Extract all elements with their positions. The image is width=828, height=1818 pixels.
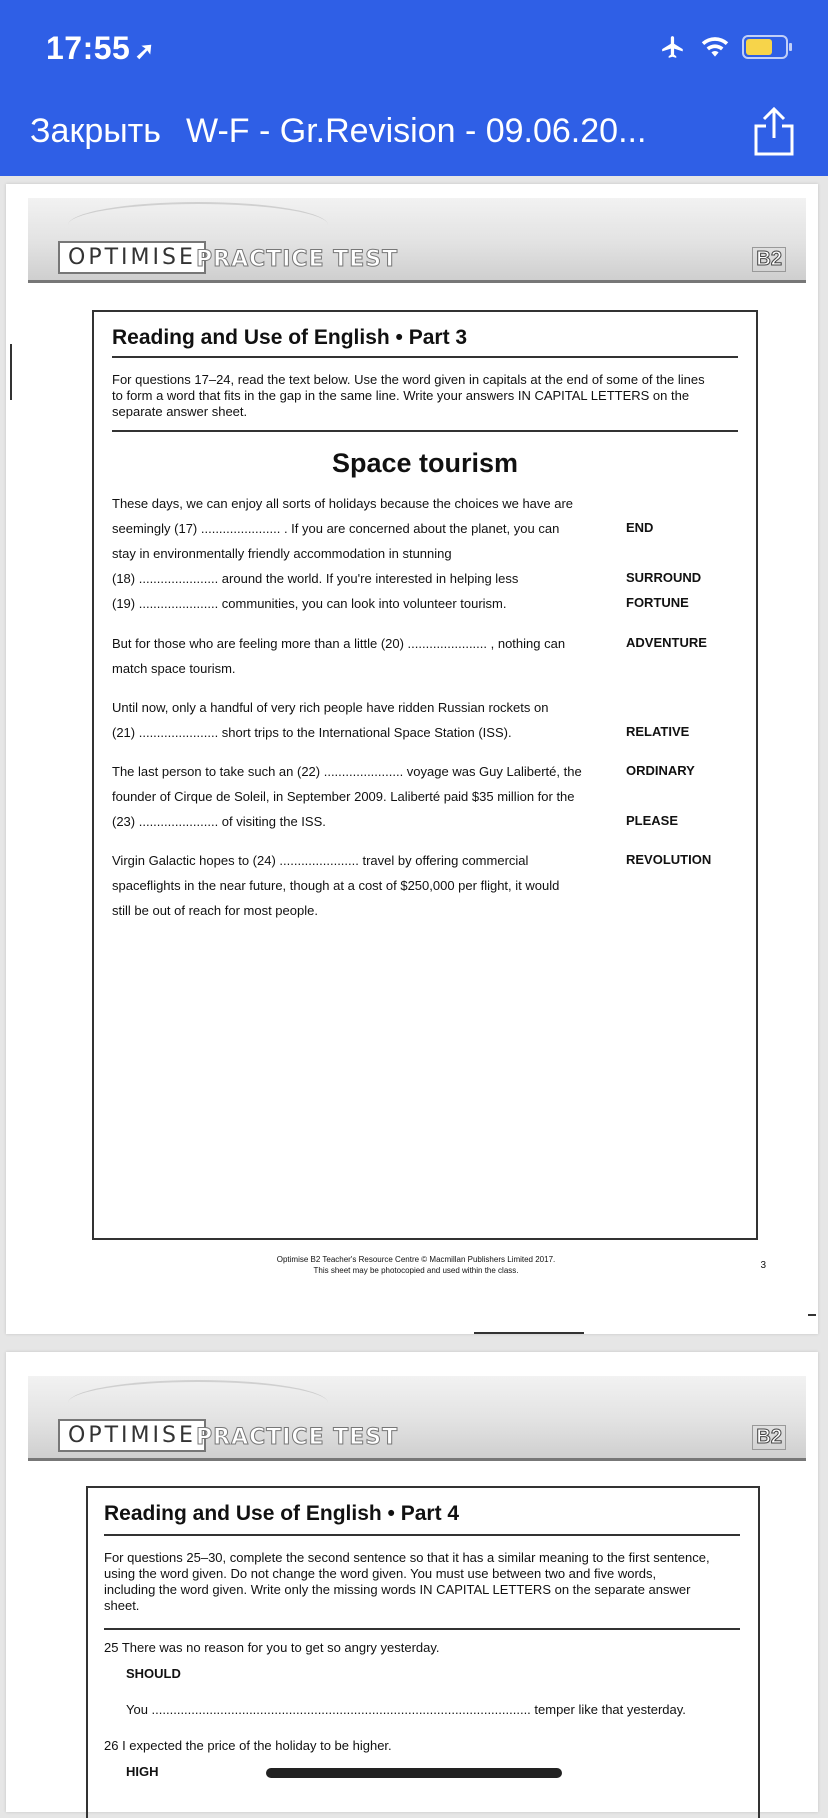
question-25: 25 There was no reason for you to get so angry yesterday.	[104, 1640, 440, 1655]
home-indicator[interactable]	[266, 1768, 562, 1778]
section-title: Reading and Use of English • Part 3	[112, 326, 468, 349]
instructions: For questions 17–24, read the text below. Use the word given in capitals at the end of some of the lines to form a word that fits in the gap in the same line. Write your answers IN CAPITAL LETTERS on the separate answer sheet.	[112, 372, 705, 419]
exercise-box	[92, 310, 758, 1240]
document-page-1	[6, 184, 818, 1334]
story-title: Space tourism	[331, 448, 519, 478]
practice-test-label: PRACTICE TEST	[196, 247, 399, 272]
section-title: Reading and Use of English • Part 4	[104, 1502, 460, 1525]
instructions: For questions 25–30, complete the second sentence so that it has a similar meaning to the first sentence, using the word given. Do not change the word given. You must use between two and five words, including the word given. Write only the missing words IN CAPITAL LETTERS on the separate answer sheet.	[104, 1550, 710, 1613]
text-line: (21) ...................... short trips to the International Space Station (ISS).	[112, 725, 512, 740]
location-arrow-icon: ➚	[134, 38, 155, 65]
question-25-keyword: SHOULD	[126, 1666, 181, 1681]
text-line: spaceflights in the near future, though at a cost of $250,000 per flight, it would	[112, 878, 560, 893]
document-page-2	[6, 1352, 818, 1812]
level-badge: B2	[752, 247, 786, 272]
battery-icon	[742, 35, 788, 59]
text-line: The last person to take such an (22) ...................... voyage was Guy Laliberté, the	[112, 764, 582, 779]
keyword-revolution: REVOLUTION	[626, 852, 712, 867]
share-icon[interactable]	[750, 106, 798, 158]
keyword-end: END	[626, 520, 654, 535]
page-header	[28, 198, 806, 283]
wifi-icon	[700, 35, 730, 59]
text-line: (18) ...................... around the world. If you're interested in helping less	[112, 571, 519, 586]
keyword-relative: RELATIVE	[626, 724, 690, 739]
status-time: 17:55 ➚	[46, 30, 155, 66]
level-badge: B2	[752, 1425, 786, 1450]
question-26: 26 I expected the price of the holiday to be higher.	[104, 1738, 392, 1753]
top-bar	[0, 0, 828, 176]
keyword-surround: SURROUND	[626, 570, 702, 585]
keyword-ordinary: ORDINARY	[626, 763, 695, 778]
text-line: still be out of reach for most people.	[112, 903, 318, 918]
text-line: Until now, only a handful of very rich people have ridden Russian rockets on	[112, 700, 549, 715]
status-icons	[658, 34, 788, 60]
text-line: (19) ...................... communities, you can look into volunteer tourism.	[112, 596, 507, 611]
text-line: Virgin Galactic hopes to (24) ...................... travel by offering commercial	[112, 853, 529, 868]
close-button[interactable]: Закрыть	[30, 112, 161, 150]
text-line: stay in environmentally friendly accommodation in stunning	[112, 546, 452, 561]
practice-test-label: PRACTICE TEST	[196, 1425, 399, 1450]
text-line: (23) ...................... of visiting the ISS.	[112, 814, 326, 829]
question-26-keyword: HIGH	[126, 1764, 159, 1779]
document-title: W-F - Gr.Revision - 09.06.20...	[186, 112, 647, 150]
question-25-answer-line: You ......................................................................................................... temper like that yesterday.	[126, 1702, 686, 1717]
text-line: match space tourism.	[112, 661, 236, 676]
brand-label: OPTIMISE	[58, 1419, 206, 1452]
page-footer: Optimise B2 Teacher's Resource Centre © Macmillan Publishers Limited 2017. This sheet may be photocopied and used within the class.	[276, 1255, 556, 1275]
page-header	[28, 1376, 806, 1461]
text-line: These days, we can enjoy all sorts of holidays because the choices we have are	[112, 496, 574, 511]
page-number: 3	[760, 1260, 766, 1271]
text-line: founder of Cirque de Soleil, in September 2009. Laliberté paid $35 million for the	[112, 789, 575, 804]
keyword-fortune: FORTUNE	[626, 595, 689, 610]
keyword-please: PLEASE	[626, 813, 679, 828]
text-line: seemingly (17) ...................... . If you are concerned about the planet, you can	[112, 521, 560, 536]
brand-label: OPTIMISE	[58, 241, 206, 274]
keyword-adventure: ADVENTURE	[626, 635, 707, 650]
nav-bar	[0, 100, 828, 164]
airplane-icon	[658, 34, 688, 60]
text-line: But for those who are feeling more than a little (20) ...................... , nothing can	[112, 636, 566, 651]
